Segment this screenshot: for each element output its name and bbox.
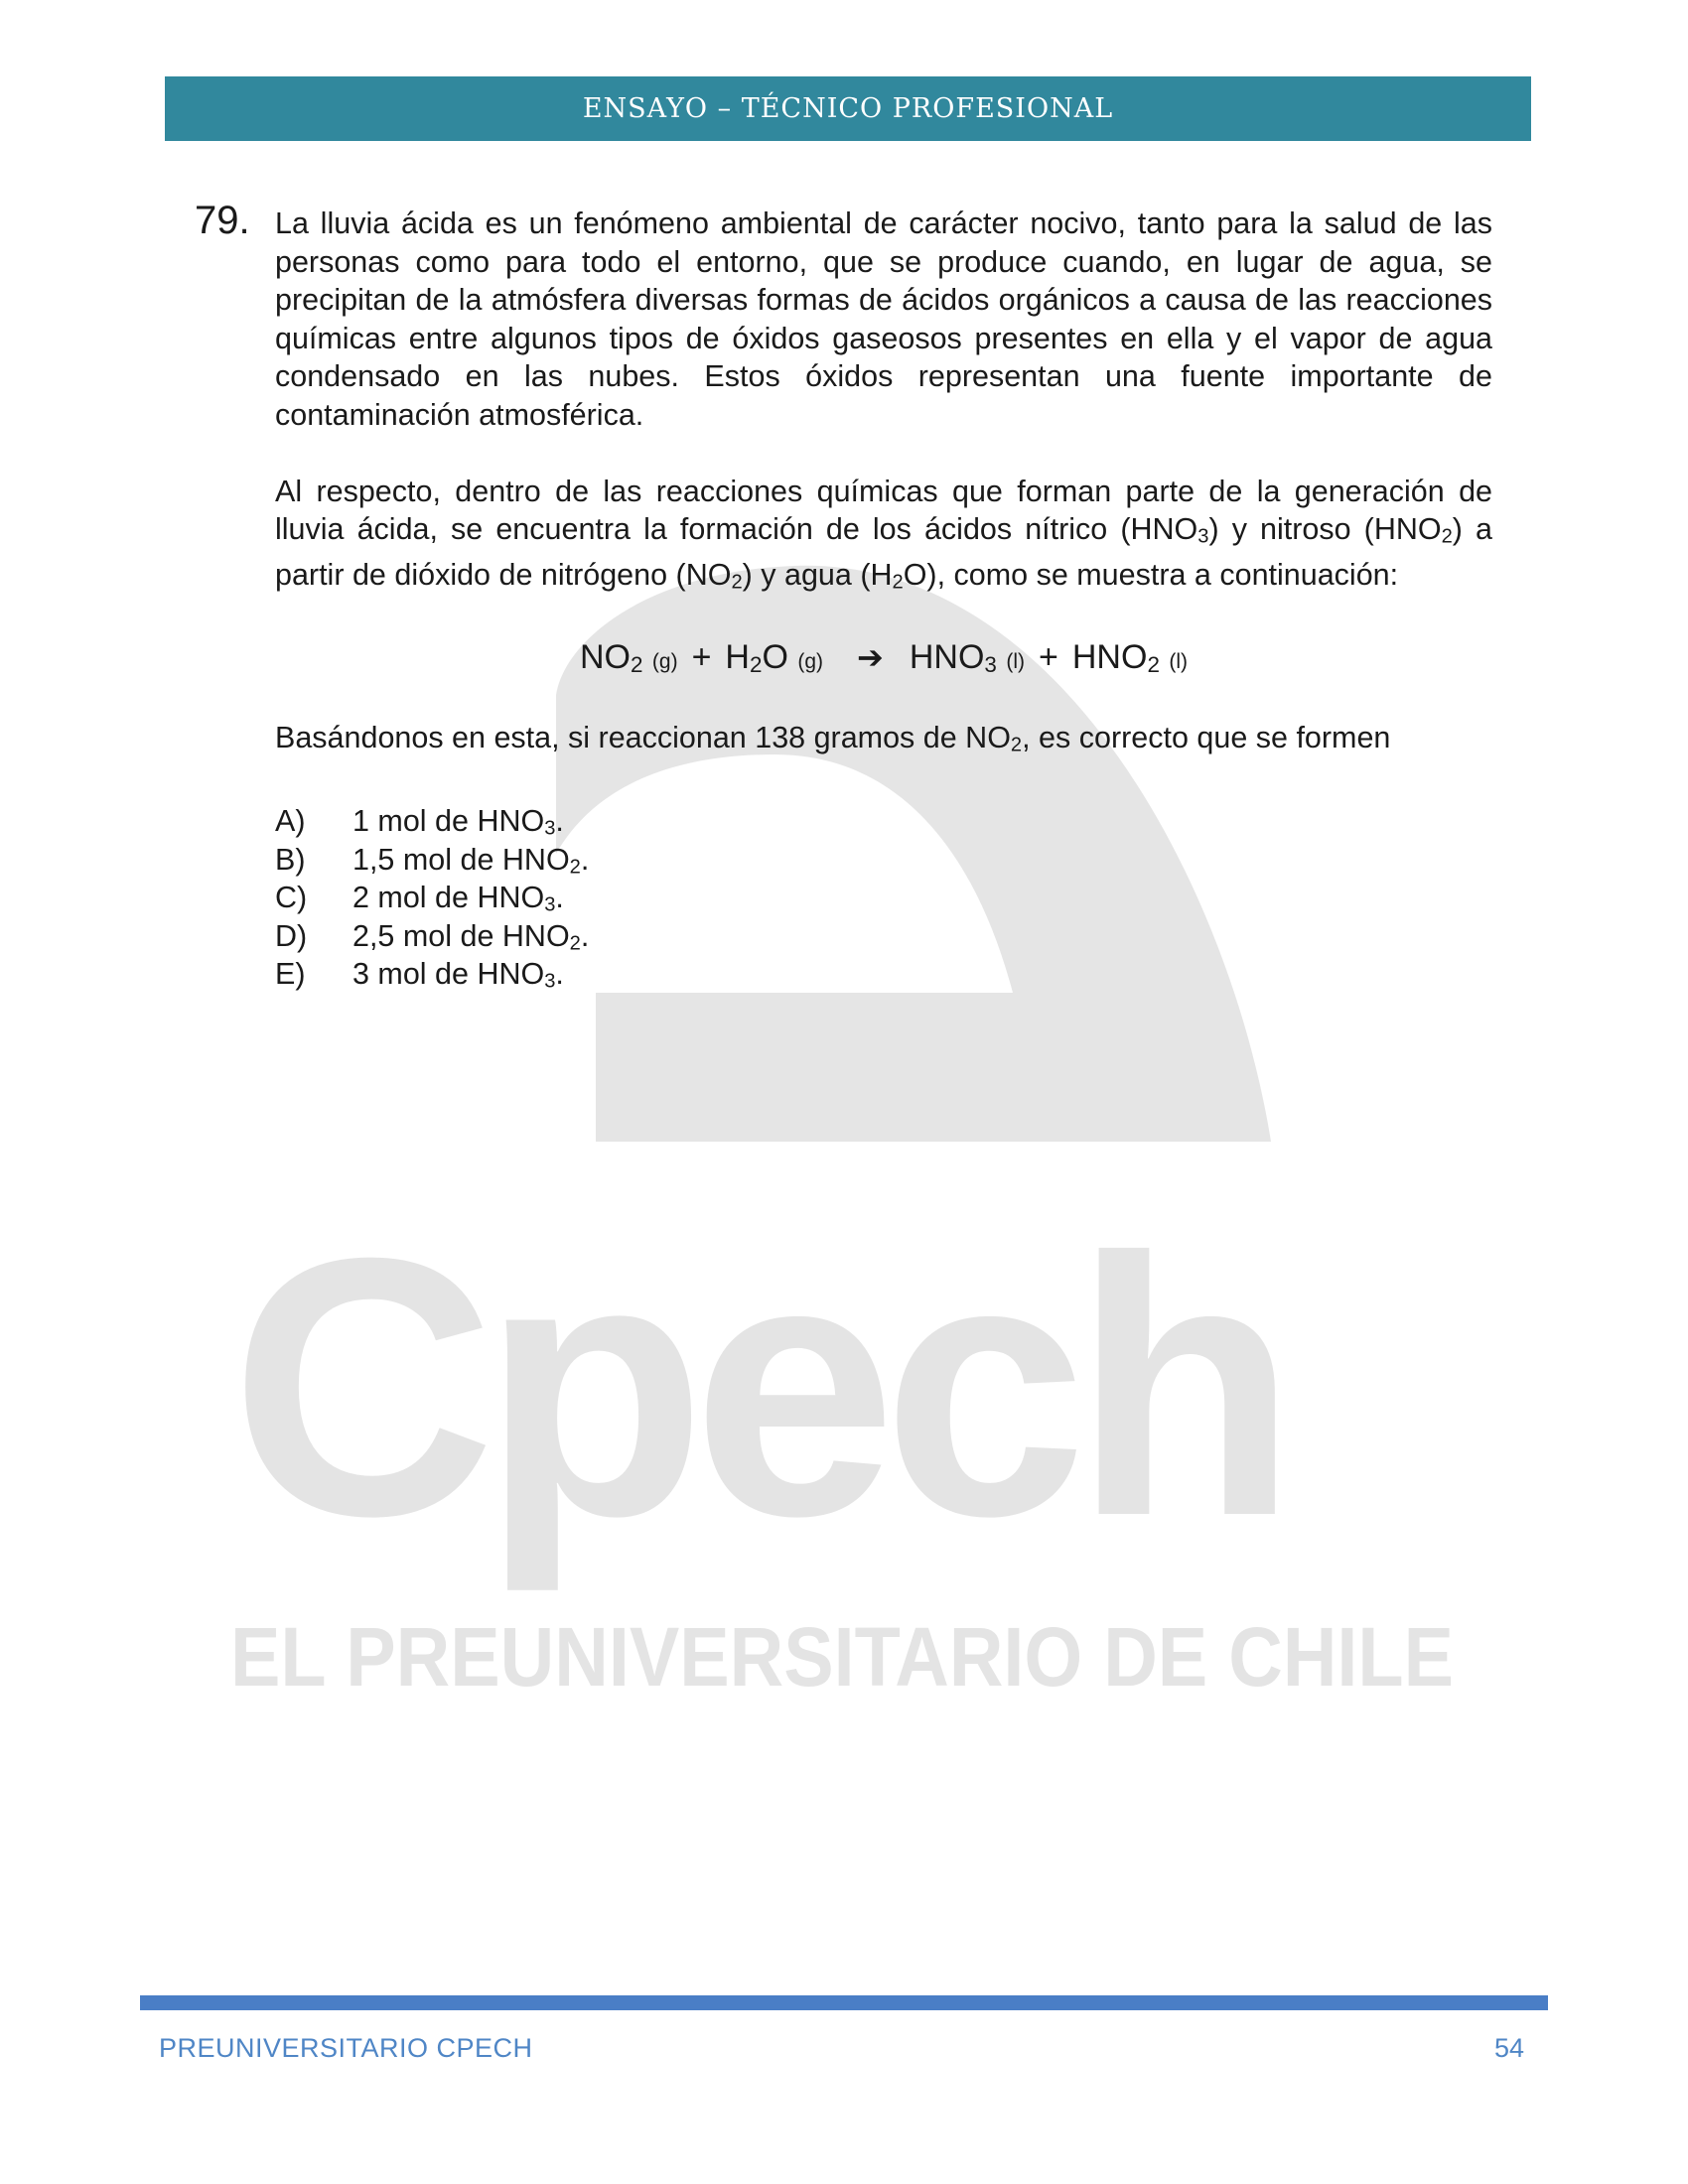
header-band [165, 76, 1531, 141]
product-hno3: HNO3 (l) [909, 638, 1026, 678]
chemical-equation: NO2 (g) + H2O (g) ➔ HNO3 (l) + HNO2 (l) [579, 638, 1189, 678]
reactant-h2o: H2O (g) [725, 638, 824, 678]
watermark-word: Cpech [230, 1182, 1284, 1592]
page-number: 54 [1494, 2033, 1525, 2063]
option-e[interactable]: E) 3 mol de HNO3. [275, 957, 564, 993]
product-hno2: HNO2 (l) [1071, 638, 1189, 678]
paragraph-question: Basándonos en esta, si reaccionan 138 gramos de NO2, es correcto que se formen [275, 721, 1391, 756]
option-b[interactable]: B) 1,5 mol de HNO2. [275, 842, 590, 879]
reactant-no2: NO2 (g) [579, 638, 678, 678]
question-number: 79. [195, 199, 250, 242]
question-body [275, 205, 1492, 994]
watermark-tagline: EL PREUNIVERSITARIO DE CHILE [230, 1610, 1454, 1704]
option-c[interactable]: C) 2 mol de HNO3. [275, 881, 564, 916]
header-title: ENSAYO – TÉCNICO PROFESIONAL [582, 93, 1114, 124]
paragraph-intro: La lluvia ácida es un fenómeno ambiental de carácter nocivo, tanto para la salud de las personas como para todo el entorno, que se produce cuando, en lugar de agua, se precipitan de la atmósfera diversas formas de ácidos orgánicos a causa de las reacciones químicas entre algunos tipos de óxidos gaseosos presentes en ella y el vapor de agua condensado en las nubes. Estos óxidos representan una fuente importante de contaminación atmosférica. [275, 206, 1492, 432]
reaction-arrow-icon: ➔ [857, 639, 884, 676]
footer-rule [140, 1995, 1548, 2010]
answer-options [275, 802, 1492, 994]
option-d[interactable]: D) 2,5 mol de HNO2. [275, 918, 590, 955]
paragraph-reaction-context: Al respecto, dentro de las reacciones químicas que forman parte de la generación de lluvia ácida, se encuentra la formación de los ácidos nítrico (HNO3) y nitroso (HNO2) a partir de dióxido de nitrógeno (NO2) y agua (H2O), como se muestra a continuación: [275, 474, 1492, 594]
option-a[interactable]: A) 1 mol de HNO3. [275, 804, 564, 840]
footer-publisher: PREUNIVERSITARIO CPECH [159, 2033, 533, 2063]
